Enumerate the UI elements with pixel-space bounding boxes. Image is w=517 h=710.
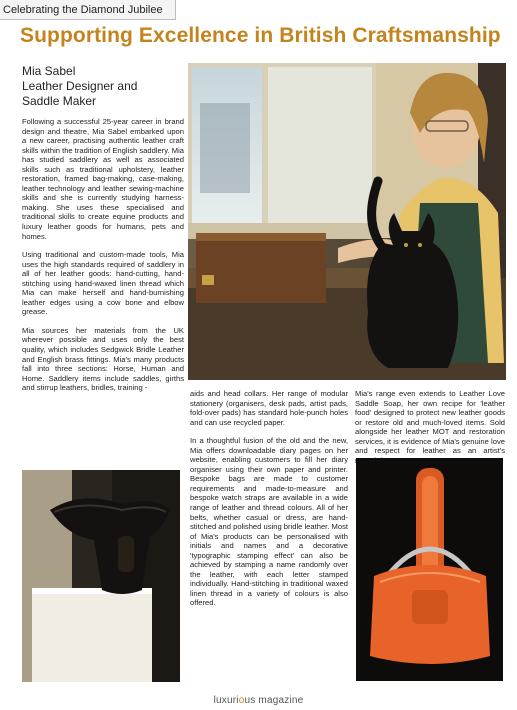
craftswoman-photo xyxy=(188,63,506,380)
footer-text: luxuri xyxy=(213,695,239,706)
paragraph: Following a successful 25-year career in brand design and theatre, Mia Sabel embarked upon a new career, practising authentic leather craft skills within the tradition of English saddlery. Mia has studied saddlery as well as associated skills such as traditional upholstery, leather restoration, framed bag-making, case-making, leather technology and leather sewing-machine skills and she is currently studying harness-making. She uses these specialised and traditional skills to create equine products and luxury leather goods for humans, pets and homes. xyxy=(22,117,184,241)
paragraph: In a thoughtful fusion of the old and the new, Mia offers downloadable diary pages on her website, enabling customers to fill her diary organiser using their own paper and printer. Bespoke bags are made to customer requirements and made-to-measure and bespoke watch straps are available in a wide range of leather and thread colours. All of her belts, whether casual or dress, are hand-stitched and polished using bridle leather. Most of Mia's products can be personalised with initials and names and a decorative 'typographic stamping effect' can also be achieved by stamping a name randomly over the leather, with each letter stamped individually. Hand-stitching in traditional waxed linen thread in a variety of colours is also offered. xyxy=(190,436,348,608)
article-column-1 xyxy=(22,117,184,402)
paragraph: aids and head collars. Her range of modular stationery (organisers, desk pads, artist pads, fold-over pads) has standard hole-punch holes and can use recycled paper. xyxy=(190,389,348,427)
magazine-footer xyxy=(0,695,517,706)
saddle-photo xyxy=(22,470,180,682)
article-column-2 xyxy=(190,389,348,617)
leather-bag-photo xyxy=(356,458,503,681)
section-tab: Celebrating the Diamond Jubilee xyxy=(0,0,176,20)
paragraph: Mia sources her materials from the UK wherever possible and uses only the best quality, which includes Sedgwick Bridle Leather and English brass fittings. Mia's many products fall into three sections: Horse, Human and Home. Saddlery items include saddles, girths and stirrup leathers, bridles, training - xyxy=(22,325,184,393)
footer-text: us magazine xyxy=(244,695,304,706)
headline: Supporting Excellence in British Craftsmanship xyxy=(20,24,501,47)
paragraph: Using traditional and custom-made tools, Mia uses the high standards required of saddlery in all of her leather goods: hand-cutting, hand-stitching using hand-waxed linen thread which Mia can make herself and hand-burnishing leather edges using a cow bone and elbow grease. xyxy=(22,250,184,317)
author-title-line1: Leather Designer and xyxy=(22,79,138,93)
author-name: Mia Sabel xyxy=(22,64,76,78)
footer-accent: o xyxy=(238,695,245,706)
paragraph: Mia's range even extends to Leather Love Saddle Soap, her own recipe for 'leather food' designed to protect new leather goods or restore old and much-loved items. Sold alongside her leather MOT and restoration services, it is evidence of Mia's genuine love and respect for leather as an artist's xyxy=(355,389,505,456)
author-title-line2: Saddle Maker xyxy=(22,94,97,108)
author-block xyxy=(22,64,182,109)
